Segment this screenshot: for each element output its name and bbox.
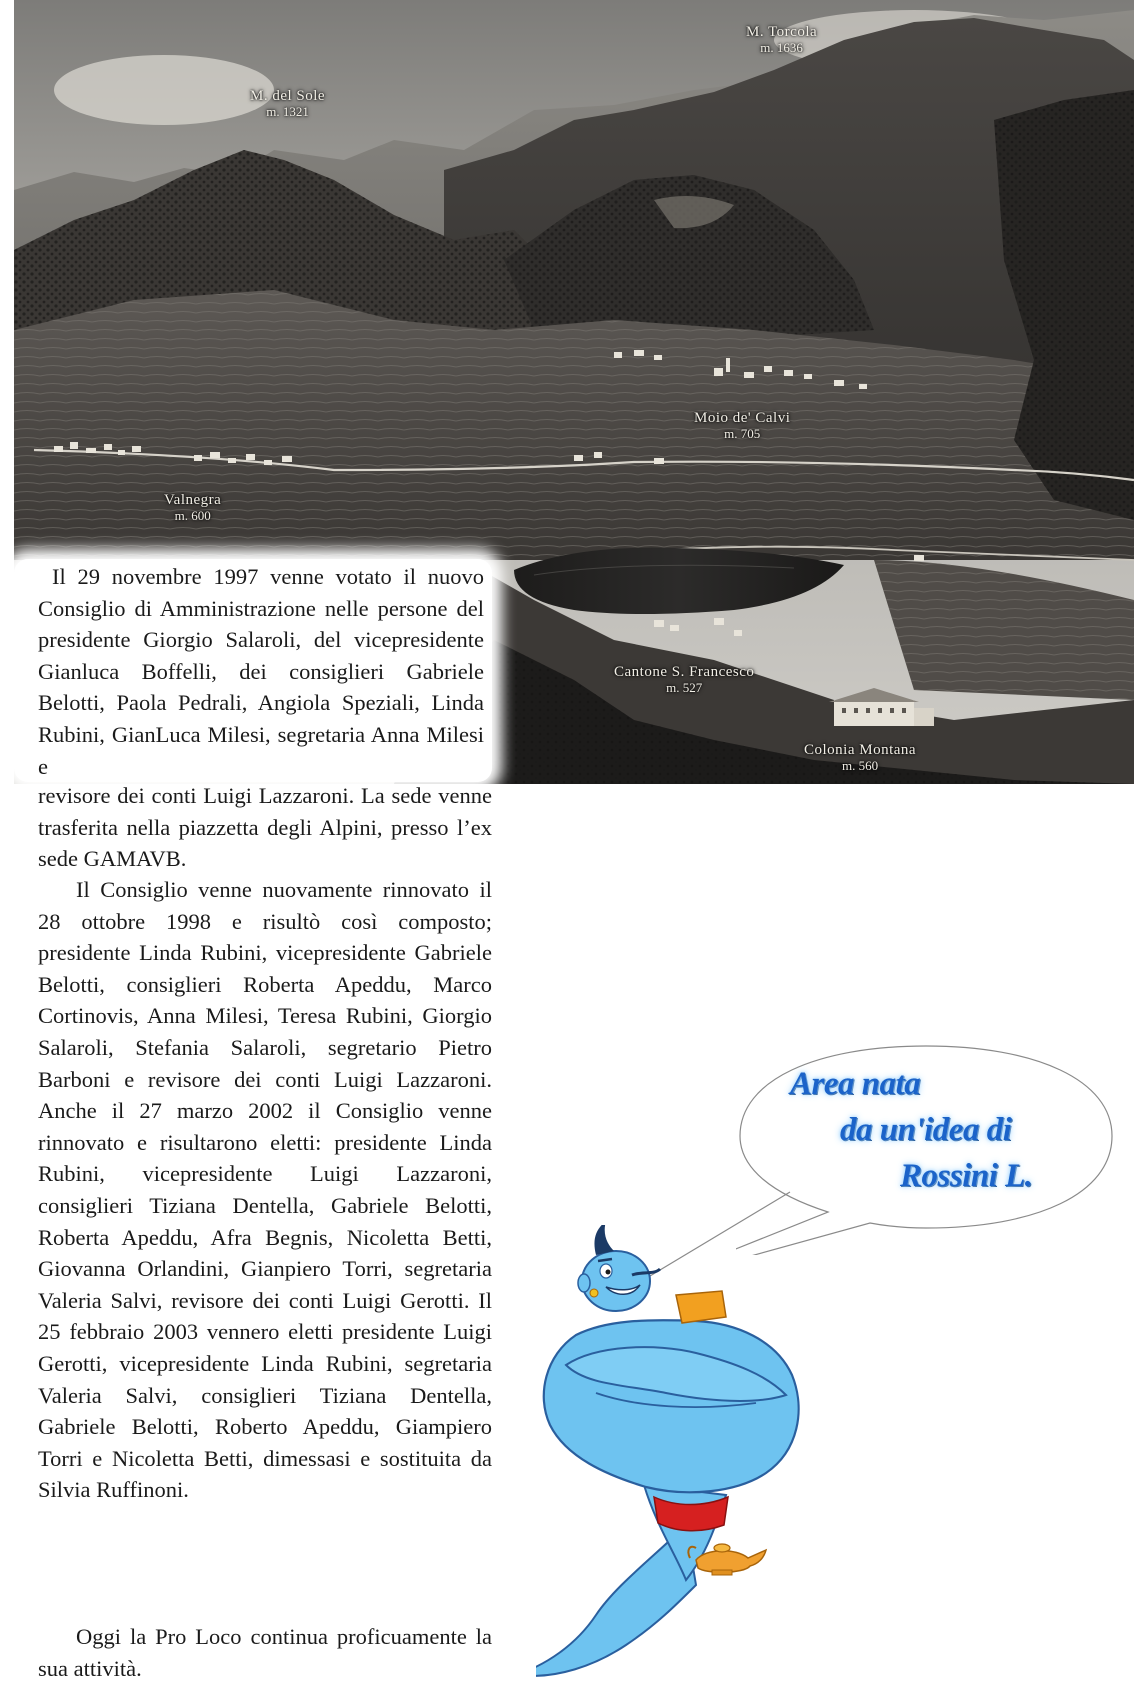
- peak-altitude: m. 1321: [266, 104, 309, 120]
- article-paragraph-2: [38, 874, 492, 1506]
- article-paragraph-1-overlay: [14, 559, 492, 782]
- village-altitude: m. 560: [841, 758, 879, 774]
- genie-icon: [536, 1225, 856, 1695]
- village-altitude: m. 527: [666, 680, 703, 696]
- paragraph-text: Il Consiglio venne nuovamente rinnovato il 28 ottobre 1998 e risultò così composto; presidente Linda Rubini, vicepresidente Gabriele Belotti, consiglieri Roberta Apeddu, Marco Cortinovis, Anna Milesi, Teresa Rubini, Giorgio Salaroli, Stefania Salaroli, segretario Pietro Barboni e revisore dei conti Luigi Lazzaroni. Anche il 27 marzo 2002 il Consiglio venne rinnovato e risultarono eletti: presidente Linda Rubini, vicepresidente Luigi Lazzaroni, consiglieri Tiziana Dentella, Gabriele Belotti, Roberta Apeddu, Afra Begnis, Nicoletta Betti, Giovanna Orlandini, Gianpiero Torri, segretaria Valeria Salvi, revisore dei conti Luigi Gerotti. Il 25 febbraio 2003 vennero eletti presidente Luigi Gerotti, vicepresidente Linda Rubini, segretaria Valeria Salvi, consiglieri Tiziana Dentella, Gabriele Belotti, Roberto Apeddu, Giampiero Torri e Nicoletta Betti, dimessasi e sostituita da Silvia Ruffinoni.: [38, 877, 492, 1503]
- article-paragraph-1-continued: [38, 780, 492, 875]
- village-altitude: m. 705: [724, 426, 761, 442]
- peak-name: M. del Sole: [250, 88, 326, 104]
- paragraph-text: revisore dei conti Luigi Lazzaroni. La sede venne trasferita nella piazzetta degli Alpini, presso l’ex sede GAMAVB.: [38, 783, 492, 872]
- village-name: Moio de' Calvi: [694, 410, 791, 426]
- village-name: Colonia Montana: [804, 742, 917, 758]
- village-name: Cantone S. Francesco: [614, 664, 755, 680]
- bubble-text-line-1: Area nata: [790, 1066, 921, 1102]
- article-paragraph-3: [38, 1621, 492, 1684]
- village-name: Valnegra: [164, 492, 222, 508]
- peak-name: M. Torcola: [746, 24, 818, 40]
- label-monte-torcola: [746, 24, 817, 56]
- label-cantone-san-francesco: [614, 664, 754, 696]
- paragraph-text: Oggi la Pro Loco continua proficuamente la sua attività.: [38, 1624, 492, 1681]
- village-altitude: m. 600: [174, 508, 211, 524]
- label-valnegra: [164, 492, 221, 524]
- bubble-text-line-2: da un'idea di: [840, 1112, 1012, 1148]
- peak-altitude: m. 1636: [760, 40, 803, 56]
- label-moio-de-calvi: [694, 410, 790, 442]
- label-colonia-montana: [804, 742, 916, 774]
- label-monte-del-sole: [250, 88, 325, 120]
- paragraph-text: Il 29 novembre 1997 venne votato il nuovo Consiglio di Amministrazione nelle persone del presidente Giorgio Salaroli, del vicepresidente Gianluca Boffelli, dei consiglieri Gabriele Belotti, Paola Pedrali, Angiola Speziali, Linda Rubini, GianLuca Milesi, segretaria Anna Milesi e: [38, 564, 484, 779]
- bubble-text-line-3: Rossini L.: [900, 1158, 1033, 1194]
